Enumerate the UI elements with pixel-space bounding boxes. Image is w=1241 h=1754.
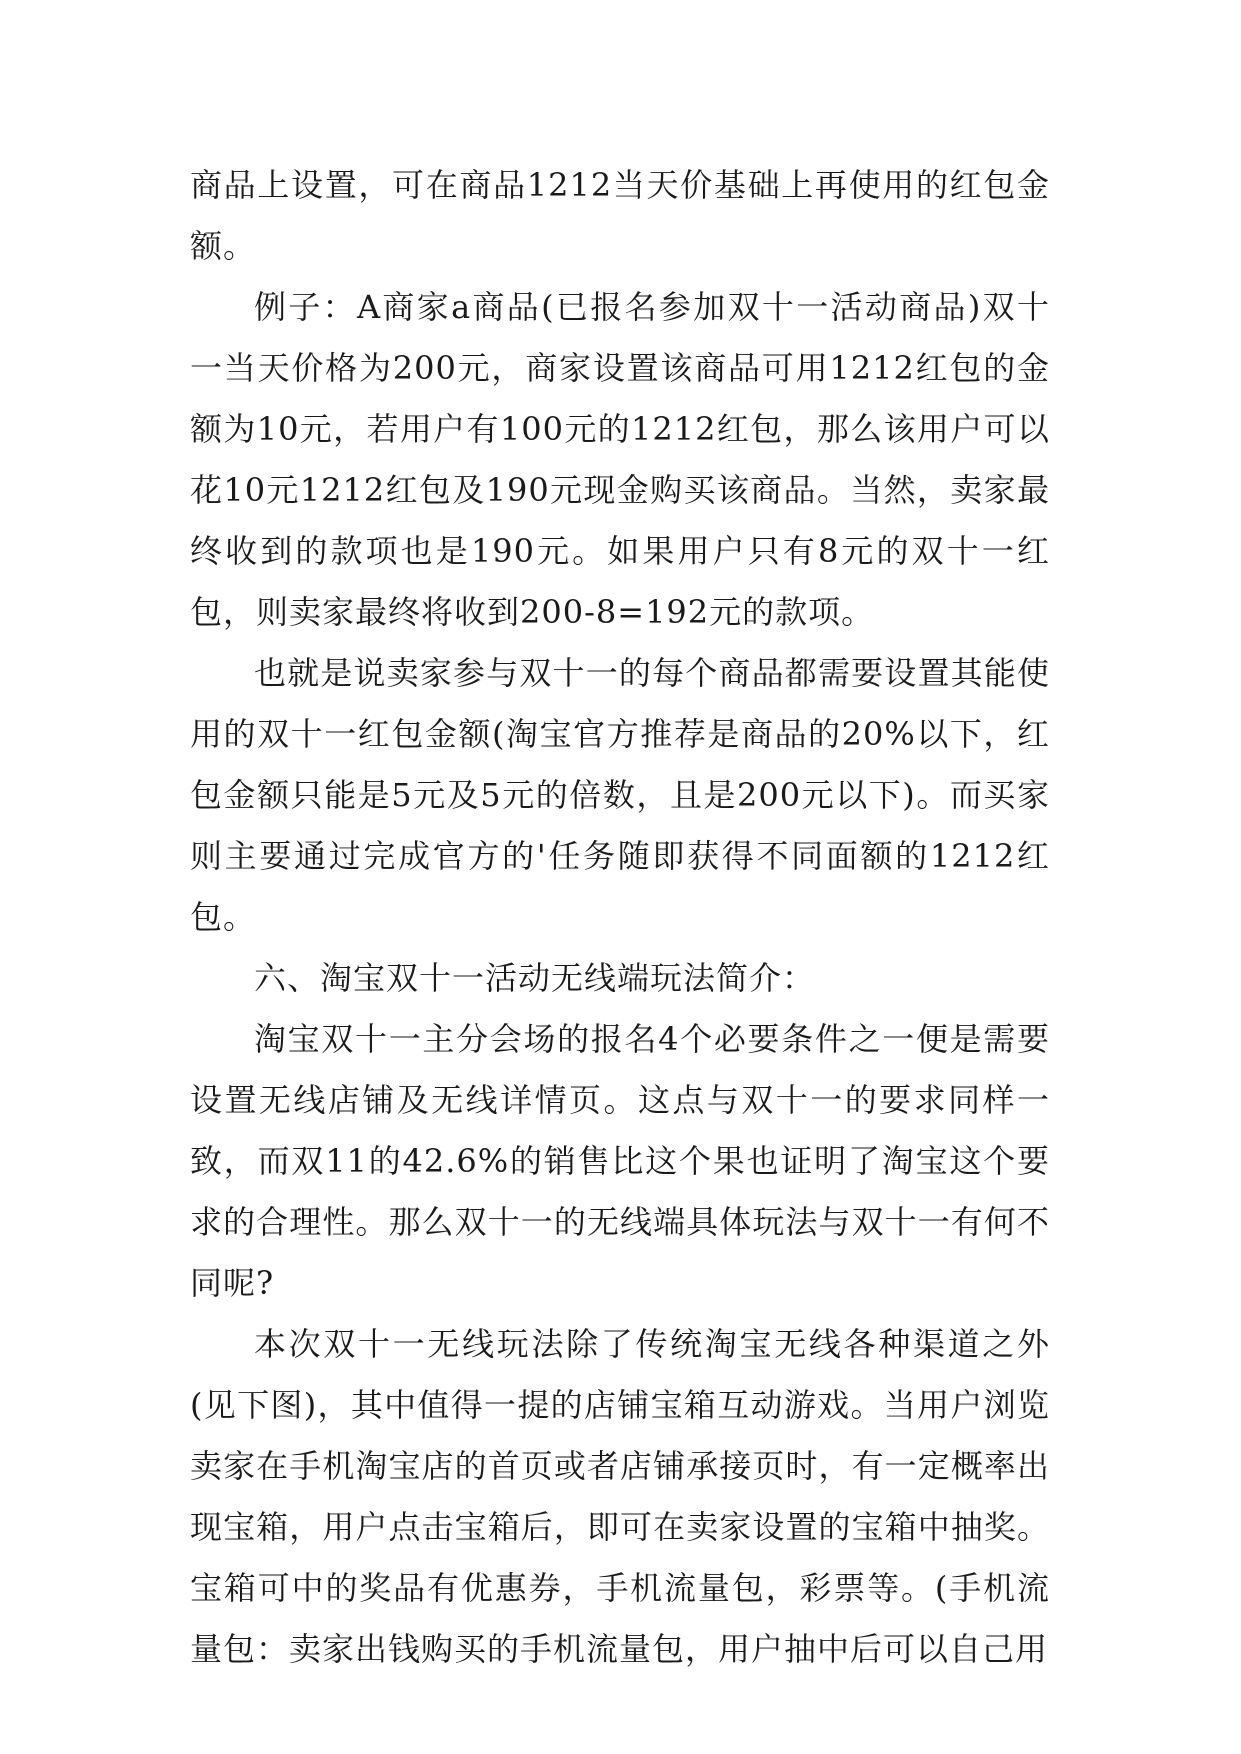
paragraph-red-envelope-setting: 商品上设置，可在商品1212当天价基础上再使用的红包金额。 xyxy=(190,166,1050,265)
paragraph-example: 例子：A商家a商品(已报名参加双十一活动商品)双十一当天价格为200元，商家设置该商品可用1212红包的金额为10元，若用户有100元的1212红包，那么该用户可以花10元1212红包及190元现金购买该商品。当然，卖家最终收到的款项也是190元。如果用户只有8元的双十一红包，则卖家最终将收到200-8=192元的款项。 xyxy=(190,288,1050,631)
section-heading-wireless: 六、淘宝双十一活动无线端玩法简介： xyxy=(254,959,816,997)
document-body xyxy=(190,155,1050,1680)
paragraph-treasure-box: 本次双十一无线玩法除了传统淘宝无线各种渠道之外(见下图)，其中值得一提的店铺宝箱互动游戏。当用户浏览卖家在手机淘宝店的首页或者店铺承接页时，有一定概率出现宝箱，用户点击宝箱后，即可在卖家设置的宝箱中抽奖。宝箱可中的奖品有优惠券，手机流量包，彩票等。(手机流量包：卖家出钱购买的手机流量包，用户抽中后可以自己用 xyxy=(190,1325,1050,1668)
paragraph-wireless-requirement: 淘宝双十一主分会场的报名4个必要条件之一便是需要设置无线店铺及无线详情页。这点与双十一的要求同样一致，而双11的42.6%的销售比这个果也证明了淘宝这个要求的合理性。那么双十一的无线端具体玩法与双十一有何不同呢? xyxy=(190,1020,1050,1302)
paragraph-seller-setting: 也就是说卖家参与双十一的每个商品都需要设置其能使用的双十一红包金额(淘宝官方推荐是商品的20%以下，红包金额只能是5元及5元的倍数，且是200元以下)。而买家则主要通过完成官方的'任务随即获得不同面额的1212红包。 xyxy=(190,654,1050,936)
